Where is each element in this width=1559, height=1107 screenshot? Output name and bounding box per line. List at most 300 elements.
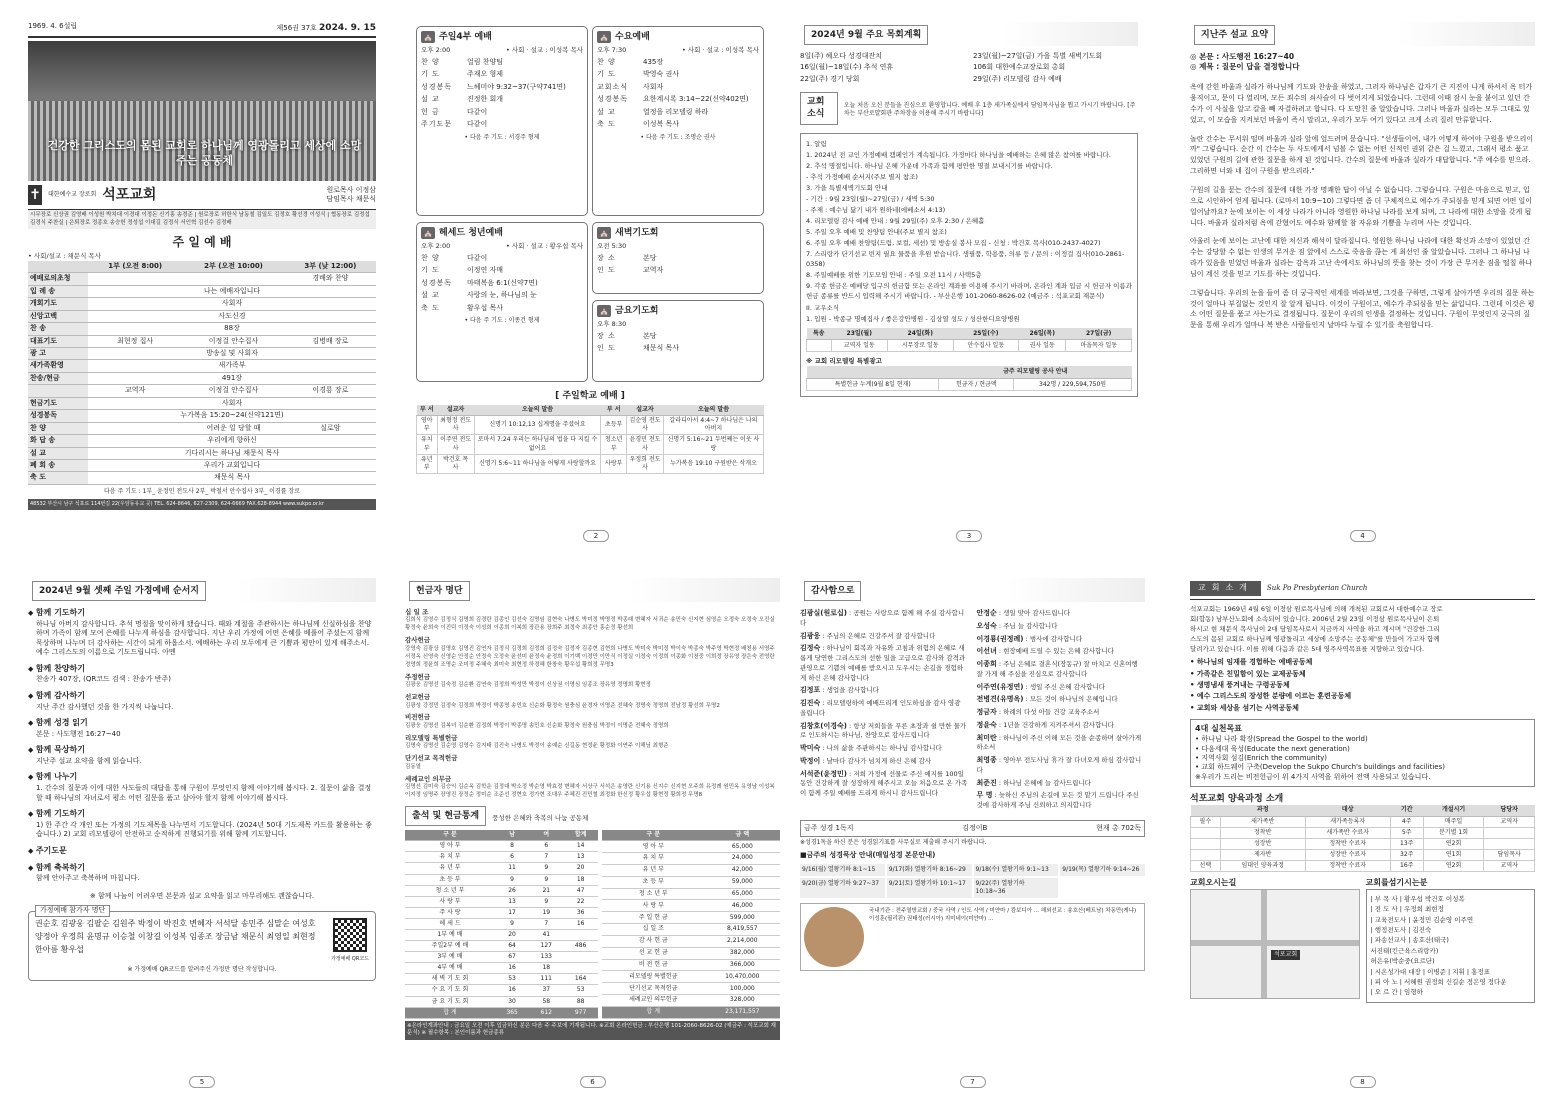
thanks-item: 무 명 : 늦하신 주님의 손길에 모든 것 맡기 드립니다 주신 것에 감사하게 주님 신뢰하고 의지합니다 xyxy=(976,791,1139,809)
attendance-header: 여 xyxy=(529,830,563,841)
thanks-item: 이경룡(권정례) : 범사에 감사합니다 xyxy=(976,634,1083,643)
news-item: 5. 주일 오후 예배 및 찬양팀 안내(주보 별지 참조) xyxy=(806,228,947,237)
service-item: 찬 송 xyxy=(28,323,88,335)
page-number: 5 xyxy=(189,1076,215,1088)
course-cell: 32주 xyxy=(1390,849,1423,860)
total-cell: 365 xyxy=(495,1007,529,1018)
service-row xyxy=(28,372,376,384)
service-value: 실로암 xyxy=(285,422,376,434)
attendance-cell: 유 치 부 xyxy=(405,852,495,863)
school-header: 오늘의 말씀 xyxy=(663,405,763,416)
thanks-text: 하나님이 주신 이해 모든 것을 순종하며 살아가게 하소서 xyxy=(976,733,1142,752)
attendance-cell: 6 xyxy=(495,852,529,863)
prayer-image xyxy=(804,907,864,967)
staff-item: | 부 목 사 | 황우섭 박건호 이성복 xyxy=(1370,894,1465,903)
attendance-row xyxy=(405,896,598,907)
order-label: 기 도 xyxy=(421,266,440,275)
service-row xyxy=(28,422,376,434)
donor-names: 김명숙 김명선 김순영 김영수 김지태 김진숙 나병도 박정이 송예순 신길동 현정윤 황정화 이연주 이해님 최형준 xyxy=(405,743,669,750)
order-row xyxy=(421,95,583,104)
stats-footnote: ※온라인계좌안내 : 금요일 오전 이후 입금하신 분은 다음 주 주보에 기재됩니다. ※교회 온라인헌금 : 부산은행 101-2060-8626-02 (예금주 : 석포교회 재문식) ※ 필수항목 : 본인이름과 헌금종류 xyxy=(405,1021,780,1040)
offering-row xyxy=(602,876,780,888)
attendance-cell: 13 xyxy=(563,852,598,863)
donor-group-title: 리모델링 특별헌금 xyxy=(405,733,458,742)
course-cell: 연2회 xyxy=(1423,860,1484,871)
stats-title: 출석 및 현금통계 xyxy=(405,806,486,826)
elders-list: 시무장로 신상권 김영배 이성원 박치대 이경대 이정돈 신기홍 송경준 | 원로장로 허한식 남동철 김일도 김정호 황선경 이성식 | 협동장로 김정섭 김경식 주찬실 | 은퇴장로 정종호 송승헌 정성섭 이대길 김정식 서인혁 김선수 김정배 xyxy=(28,210,376,229)
course-cell: 교역자 xyxy=(1484,860,1535,871)
news-item: 4. 리모델링 감사 예배 안내 : 9월 29일(주) 오후 2:30 / 은혜홀 xyxy=(806,217,985,226)
service-value: 김병배 장로 xyxy=(285,335,376,347)
service-time: 오후 8:30 xyxy=(597,320,627,329)
staff-title: 교회를섬기시는분 xyxy=(1365,877,1428,887)
school-table xyxy=(416,405,764,474)
service-value xyxy=(88,422,182,434)
attendance-row xyxy=(405,941,598,952)
news-item: 8. 주일예배를 위한 기도모임 안내 : 주일 오전 11시 / 사택5층 xyxy=(806,271,982,280)
sermon-paragraph: 놀란 간수는 무서워 떨며 바울과 실라 앞에 엎드려며 묻습니다. "선생들이여, 내가 어떻게 하여야 구원을 받으리이까" 그렇습니다. 순간 이 간수는 두 사도에게서 넘볼 수 없는 어떤 신적인 권위 같은 걸 느꼈고, 그래서 평소 품고 있었던 구원의 길에 관한 질문을 하게 된 것입니다. 간수의 질문에 바울과 실라가 대답합니다. "주 예수를 믿으라. 그리하면 너와 네 집이 구원을 받으리라." xyxy=(1190,134,1534,176)
attendance-row xyxy=(405,885,598,896)
vision-item: • 생명냄새 풍겨내는 구령공동체 xyxy=(1190,681,1535,690)
donor-names: 김광성 강정민 김정숙 김정희 박정이 박종명 송민호 신순화 황정숙 원충심 윤경자 이명준 전혜숙 정명숙 정명희 전남정 황선희 무명2 xyxy=(405,702,720,709)
course-cell: 5주 xyxy=(1390,827,1423,838)
course-cell: 정착반 수료자 xyxy=(1305,860,1390,871)
attendance-cell: 수 요 기 도 회 xyxy=(405,985,495,996)
order-label: 찬 양 xyxy=(597,57,616,66)
reading-name: 김정이B xyxy=(962,823,988,832)
attendance-cell: 37 xyxy=(529,985,563,996)
thanks-name: 김광실(원로십) xyxy=(800,609,847,617)
service-row xyxy=(28,335,376,347)
attendance-cell: 18 xyxy=(529,963,563,974)
offering-cell: 선 교 헌 금 xyxy=(602,947,705,959)
attendance-row xyxy=(405,852,598,863)
thanks-item: 김정포 : 생업을 감사합니다 xyxy=(800,686,879,695)
page-3 xyxy=(800,22,1138,542)
thanks-text: 현장예배 드릴 수 있는 은혜 감사합니다 xyxy=(1003,647,1114,656)
attendance-cell: 22 xyxy=(563,896,598,907)
donor-list xyxy=(405,608,780,800)
thanks-item: 최미란 : 하나님이 주신 이해 모든 것을 순종하며 살아가게 하소서 xyxy=(976,733,1142,752)
box-title: 금요기도회 xyxy=(615,306,659,316)
service-item: 신앙고백 xyxy=(28,310,88,322)
offering-cell: 리모델링 특별헌금 xyxy=(602,971,705,983)
meditation-title: ■금주의 성경묵상 안내(매일성경 본문안내) xyxy=(800,851,936,860)
attendance-cell: 7 xyxy=(529,918,563,929)
attendance-cell: 9 xyxy=(495,918,529,929)
order-value: 채문식 목사 xyxy=(643,344,680,353)
attendance-cell xyxy=(563,963,598,974)
page-6 xyxy=(405,578,780,1088)
schedule-item: 106회 대한예수교장로회 총회 xyxy=(973,63,1066,72)
thanks-item: 이선녀 : 현장예배 드릴 수 있는 은혜 감사합니다 xyxy=(976,647,1114,656)
music-day: 25일(수) xyxy=(953,328,1019,340)
service-item: 폐 회 송 xyxy=(28,459,88,471)
issue-number: 제56권 37호 xyxy=(276,24,317,32)
course-title: 석포교회 양육과정 소개 xyxy=(1190,794,1284,805)
attendance-row xyxy=(405,952,598,963)
attendance-row xyxy=(405,963,598,974)
order-value: 다같이 xyxy=(467,253,488,262)
news-item: - 주제 : 예수님 닮기 내가 원하네(에베소서 4:13) xyxy=(806,205,946,214)
total-cell: 612 xyxy=(529,1007,563,1018)
attendance-row xyxy=(405,918,598,929)
reading-day: 9/16(월) 열왕기하 8:1~15 xyxy=(800,864,885,876)
offering-cell: 감 사 헌 금 xyxy=(602,935,705,947)
thanks-text: 1년을 건강하게 지켜주셔서 감사합니다 xyxy=(1003,720,1114,729)
order-label: 성경봉독 xyxy=(597,95,629,104)
reading-day: 9/19(목) 열왕기하 9:14~26 xyxy=(1060,864,1145,876)
course-cell xyxy=(1484,838,1535,849)
attendance-cell: 20 xyxy=(563,863,598,874)
attendance-row xyxy=(405,874,598,885)
page-7 xyxy=(800,578,1145,1088)
course-header: 대상 xyxy=(1305,805,1390,816)
attendance-table xyxy=(405,830,598,1019)
attendance-row xyxy=(405,929,598,940)
remodel-cell: 342명 / 229,594,750원 xyxy=(1014,378,1132,390)
attendance-cell: 53 xyxy=(563,985,598,996)
thanks-text: 하례의 다섯 아들 건강 교육주소서 xyxy=(1003,708,1100,716)
service-item: 찬송/현금 xyxy=(28,372,88,384)
donor-names: 김광웅 김명선 김복녀 김순환 김정희 박정이 박종명 송민호 신순화 황정숙 원충심 박정이 이명준 전혜숙 정명희 xyxy=(405,722,669,729)
schedule-item: 16일(월)~18일(수) 추석 연휴 xyxy=(800,63,894,72)
course-cell: 새가족반 xyxy=(1220,816,1305,827)
order-row xyxy=(597,70,759,79)
order-value: 다같이 xyxy=(467,120,488,129)
schedule-item: 8일(주) 헤오다 성경대잔치 xyxy=(800,52,882,60)
offering-cell: 8,419,557 xyxy=(705,924,780,936)
music-day: 23일(월) xyxy=(831,328,887,340)
attendance-cell: 26 xyxy=(495,885,529,896)
offering-row xyxy=(602,947,780,959)
order-label: 설 교 xyxy=(597,107,616,116)
order-row xyxy=(597,83,759,92)
service-item xyxy=(28,385,88,397)
attendance-cell: 사 랑 부 xyxy=(405,896,495,907)
senior-pastor: 담임목사 채문식 xyxy=(326,195,376,204)
worship-step-text: 1. 간수의 질문과 이에 대한 사도들의 대답을 통해 구원이 무엇인지 함께 이야기해 봅시다. 2. 질문이 삶을 결정할 때 하나님의 자녀로서 평소 어떤 질문을 품고 살아야 할지 함께 이야기해 봅시다. xyxy=(36,784,372,802)
thanks-name: 이경룡(권정례) xyxy=(976,634,1024,643)
col-header: 1부 (오전 8:00) xyxy=(88,261,182,273)
qr-code-icon[interactable] xyxy=(333,918,367,952)
course-cell: 4주 xyxy=(1390,816,1423,827)
thanks-name: 무 명 xyxy=(976,791,993,800)
course-header xyxy=(1191,805,1221,816)
thanks-text: 생일 맞아 감사드립니다 xyxy=(1003,609,1071,617)
monthly-schedule xyxy=(800,52,1138,84)
school-cell: 신명기 5:6~11 하나님을 어떻게 사랑할까요 xyxy=(474,454,601,473)
remodel-header: 금주 리모델링 공사 안내 xyxy=(939,366,1132,378)
schedule-item: 22일(주) 경기 당회 xyxy=(800,74,860,83)
sunday-group-label: 주일 xyxy=(431,942,444,950)
service-value: 우리가 교회입니다 xyxy=(88,459,376,471)
offering-cell: 십 일 조 xyxy=(602,924,705,936)
page-number: 6 xyxy=(580,1076,606,1088)
school-cell: 신명기 5:16~21 두번째는 이웃 사랑 xyxy=(663,435,763,454)
attendance-cell: 초 등 부 xyxy=(405,874,495,885)
stats-subtitle: 풍성한 은혜와 축복의 나눔 공동체 xyxy=(492,813,589,822)
thanks-text: 주님 늘 감사합니다 xyxy=(1003,621,1058,630)
goal-item: • 지역사회 섬김(Enrich the community) xyxy=(1195,753,1327,762)
attendance-cell: 헤 세 드 xyxy=(405,918,495,929)
donor-group-title: 감사헌금 xyxy=(405,636,431,645)
news-item: 1. 입원 - 박종규 명예집사 / 좋은강안병원 - 김상열 성도 / 성산한디요양병원 xyxy=(806,314,1020,323)
worship-step: ◆ 함께 기도하기 xyxy=(28,809,376,820)
church-news xyxy=(800,133,1138,397)
worship-step-text: 1) 한 주간 각 개인 또는 가정의 기도제목을 나누면서 기도합니다. (2024년 50대 기도제목 카드를 활용하는 좋습니다.) 2) 교회 리모델링이 안전하고 순적하게 진행되기를 위해 함께 기도합니다. xyxy=(36,820,372,839)
box-title: 헤세드 청년예배 xyxy=(439,228,503,238)
church-intro: 석포교회는 1969년 4월 6일 이정삼 원로목사님에 의해 개척된 교회로서 대한예수교 장로회(합동) 남부산노회에 소속되어 있습니다. 2006년 2월 23일 이정삼 원로목사님이 은퇴하시고 현 채문식 목사님이 2대 담임목사로서 지금까지 사역을 하고 계시며 "건강한 그리스도의 몸된 교회로 하나님께 영광돌리고 세상에 소망주는 공동체"를 만들어 가고자 함께 달려가고 있습니다. 이를 위해 다음과 같은 5대 영주사역목표를 지향하고 있습니다. xyxy=(1190,604,1443,654)
section-title: 주 일 예 배 xyxy=(172,234,232,249)
course-header: 기간 xyxy=(1390,805,1423,816)
offering-header: 구 분 xyxy=(602,830,705,841)
service-time: 오후 2:00 xyxy=(421,46,451,55)
order-row xyxy=(421,58,583,67)
staff-item: | 시온성가대 대장 | 이병준 | 지휘 | 홍정표 xyxy=(1370,967,1490,976)
friday-prayer xyxy=(592,300,764,382)
reading-day: 9/17(화) 열왕기하 8:16~29 xyxy=(887,864,972,876)
order-value: 요한계시록 3:14~22(신약402면) xyxy=(643,95,749,104)
order-value: 황우섭 목사 xyxy=(467,303,504,312)
school-cell: 초등부 xyxy=(601,416,627,435)
offering-row xyxy=(602,888,780,900)
service-value: 방송실 및 사회자 xyxy=(88,348,376,360)
school-cell: 박건호 목 사 xyxy=(437,454,474,473)
order-label: 찬 양 xyxy=(421,57,440,66)
staff-list xyxy=(1366,889,1536,1003)
order-label: 찬 양 xyxy=(421,253,440,262)
participants-note: ※ 가정예배 QR코드를 알려주신 가정만 명단 작성합니다. xyxy=(127,965,277,973)
sermon-paragraph: 그렇습니다. 우리의 눈을 들어 좀 더 궁극적인 세계를 바라보면, 그것을 구하면, 그렇게 살아가면 우리의 질문 하는 것이 얼마나 부질없는 것인지 잘 알게 됩니다. 이것이 구원이고, 예수가 주되심을 믿는 삶입니다. 그런데 이것은 평소 어떤 질문을 품고 사는가로 결정됩니다. 질문이 우리의 인생을 결정하는 것입니다. 구원이 무엇인지 궁극의 질문을 통해 우리가 얼마나 복 받은 사람들인지 날마다 누릴 수 있기를 축원합니다. xyxy=(1190,288,1535,330)
offering-cell: 366,000 xyxy=(705,959,780,971)
vision-item: • 가족같은 친밀함이 있는 교제공동체 xyxy=(1190,670,1535,679)
service-value: 88장 xyxy=(88,323,376,335)
meditation-schedule xyxy=(800,864,1145,898)
news-item: 6. 주일 오후 예배 찬양팀(드럼, 보컬, 세션) 및 방송실 봉사 모집 - 신청 : 박건호 목사(010-2437-4027) xyxy=(806,239,1101,248)
worship-step-text: 하나님 아버지 감사합니다. 추석 명절을 맞이하게 됐습니다. 때와 계절을 주관하시는 하나님께 신실하심을 찬양하며 가족이 함께 모여 은혜를 나누게 하심을 감사합니다. 지난 우리 가정에 어떤 은혜를 베풀어 주셨는지 함께 묵상하며 나누며 더 감사하는 시간이 되게 하옵소서. 예배하는 우리 모두에게 큰 기쁨과 평안이 있게 해주소서. 예수 그리스도의 이름으로 기도드립니다. 아멘 xyxy=(36,619,372,657)
church-address: 48532 부산시 남구 석포로 114번길 22(우암동유교 곳) TEL. 624-8646, 627-2309, 624-6669 FAX.628-8944 www.sukpo.or.kr xyxy=(28,499,376,510)
thanks-name: 이주연(유정연) xyxy=(976,682,1024,691)
service-leader: • 사회 · 설교 : 이성복 목사 xyxy=(506,46,583,55)
offering-row xyxy=(602,841,780,853)
course-cell: 13주 xyxy=(1390,838,1423,849)
music-group: 교역자 일동 xyxy=(831,339,887,351)
news-item: 1. 알림 xyxy=(806,139,827,148)
offering-cell: 42,000 xyxy=(705,864,780,876)
news-item: 7. 스리랑카 단기선교 빈지 필요 물품을 후원 받습니다. 생필품, 학용품, 의류 등 / 문의 : 이정걸 집사(010-2861-0358) xyxy=(806,250,1125,269)
service-item: 축 도 xyxy=(28,472,88,484)
order-value: 진정한 회개 xyxy=(467,95,504,104)
thanks-text: 주님 은혜로 결혼식(장동규) 잘 마치고 신혼여행 잘 가게 해 주심을 진심으로 감사합니다 xyxy=(976,660,1138,678)
news-item: 1. 2024년 전 교인 가정예배 캠페인가 계속됩니다. 가정마다 하나님을 예배하는 은혜 많은 참여를 바랍니다. xyxy=(806,150,1111,159)
thanks-list xyxy=(800,608,1145,815)
thanks-name: 최준진 xyxy=(976,778,997,787)
reading-note: ※성경1독을 하신 분은 성경읽기표를 사무실로 제출해 주시기 바랍니다. xyxy=(800,839,987,847)
goals-title: 4대 실천목표 xyxy=(1195,724,1242,734)
offering-row xyxy=(602,959,780,971)
attendance-cell: 4부 예 배 xyxy=(405,963,495,974)
order-label: 설 교 xyxy=(421,95,440,104)
offering-row xyxy=(602,983,780,995)
church-slogan: 건강한 그리스도의 몸된 교회로 하나님께 영광돌리고 세상에 소망주는 공동체 xyxy=(47,139,362,167)
thanks-item: 전병견(유명옥) : 모든 것이 하나님의 은혜입니다 xyxy=(976,695,1118,704)
staff-item: | 피 아 노 | 서혜원 권정희 신길순 정은영 정다운 xyxy=(1370,977,1507,986)
order-value: 본당 xyxy=(643,331,657,340)
attendance-cell: 13 xyxy=(495,896,529,907)
qr-label: 가정예배 QR코드 xyxy=(331,956,369,963)
thanks-name: 정윤숙 xyxy=(976,720,997,729)
order-value: 435장 xyxy=(643,57,664,66)
page-number: 8 xyxy=(1350,1076,1376,1088)
emeritus-pastor: 원로목사 이정삼 xyxy=(326,185,376,194)
congregation-photo xyxy=(28,41,376,181)
attendance-cell: 18 xyxy=(563,874,598,885)
service-row xyxy=(28,298,376,310)
donor-names: 김동열 xyxy=(405,763,421,770)
worship-step-text: 지난주 설교 요약을 함께 읽습니다. xyxy=(36,757,142,766)
attendance-cell: 14 xyxy=(563,841,598,852)
course-cell: 정착반 xyxy=(1220,827,1305,838)
attendance-cell: 유 년 부 xyxy=(405,863,495,874)
order-row xyxy=(421,70,583,79)
order-row xyxy=(597,95,759,104)
attendance-total xyxy=(405,1007,598,1018)
sermon-body xyxy=(1190,82,1535,331)
offering-total xyxy=(602,1006,780,1018)
sunday-4th-service xyxy=(416,26,588,216)
page-number: 2 xyxy=(583,530,609,542)
service-leader: • 사회 · 설교 : 이성복 목사 xyxy=(682,46,759,55)
worship-step: ◆ 함께 축복하기 xyxy=(28,863,376,874)
attendance-row xyxy=(405,907,598,918)
course-row xyxy=(1191,816,1535,827)
thanks-item: 박정이 : 날마다 감사가 넘치게 하신 은혜 감사 xyxy=(800,756,932,765)
staff-item: | 교육전도사 | 윤정민 김순영 이주연 xyxy=(1370,915,1474,924)
order-value: 박영숙 권사 xyxy=(643,70,680,79)
order-row xyxy=(597,254,759,263)
worship-step: ◆ 주기도문 xyxy=(28,846,376,857)
wednesday-service xyxy=(592,26,764,216)
worship-step-text: 찬송가 407장, (QR코드 검색 : 찬송가 반주) xyxy=(36,675,172,684)
service-time: 오전 5:30 xyxy=(597,242,627,251)
attendance-cell: 9 xyxy=(529,874,563,885)
staff-item: 서진태(킨근육스리랑카) xyxy=(1370,946,1439,955)
attendance-header: 합계 xyxy=(563,830,598,841)
school-cell: 윤경민 전도사 xyxy=(627,435,664,454)
donor-group-title: 세례교인 의무금 xyxy=(405,774,452,783)
music-group: 시무장로 일동 xyxy=(887,339,953,351)
attendance-cell: 8 xyxy=(495,841,529,852)
service-value: 우리에게 향하신 xyxy=(88,435,376,447)
order-value: 얼림 찬양팀 xyxy=(467,57,504,66)
next-week-prayer: 다음 주 기도 : 1부_ 윤정민 전도사 2부_ 박철서 안수집사 3부_ 이경률 장로 xyxy=(103,487,301,495)
news-item: II. 교우소식 xyxy=(806,303,840,312)
goal-item: ※우리가 드리는 비전헌금이 위 4가지 사역을 위하여 전액 사용되고 있습니다. xyxy=(1195,772,1431,781)
school-row xyxy=(417,454,764,473)
attendance-cell: 127 xyxy=(529,941,563,952)
worship-step-text: 본문 : 사도행전 16:27~40 xyxy=(36,729,121,738)
donor-group-title: 십 일 조 xyxy=(405,608,429,616)
offering-cell: 주 일 헌 금 xyxy=(602,912,705,924)
offering-cell: 10,470,000 xyxy=(705,971,780,983)
remodel-table xyxy=(806,366,1132,391)
offering-row xyxy=(602,924,780,936)
page-number: 7 xyxy=(960,1076,986,1088)
music-day: 27일(금) xyxy=(1066,328,1132,340)
thanks-name: 오성숙 xyxy=(976,621,997,630)
thanks-item: 김정숙 : 하나님이 회복과 자유와 고침과 위험의 은혜로 새롭게 당연한 그리스도의 선한 일을 고급으로 감사와 감격과 관영으로 기쁨의 예배를 받으시고 도우시는 손길을 경험하게 하신 은혜 감사합니다 xyxy=(800,644,966,682)
order-label: 장 소 xyxy=(597,253,616,262)
offering-row xyxy=(602,864,780,876)
course-cell: 임대인 양육과정 xyxy=(1220,860,1305,871)
attendance-cell: 19 xyxy=(529,907,563,918)
school-header: 부 서 xyxy=(601,405,627,416)
reading-total: 현재 총 702독 xyxy=(1096,823,1141,832)
goal-item: • 교회 하드웨어 구축(Develop the Sukpo Church's buildings and facilities) xyxy=(1195,763,1445,772)
course-cell: 연1회 xyxy=(1423,849,1484,860)
order-row xyxy=(421,108,583,117)
course-cell xyxy=(1191,838,1221,849)
welcome-note: 오늘 처음 오신 분들을 진심으로 환영합니다. 예배 후 1층 새가족실에서 담임목사님을 뵙고 가시기 바랍니다. [주차는 부산로얄회관 주차장을 이용해 주시기 바랍니다] xyxy=(843,102,1136,118)
worship-step: ◆ 함께 묵상하기 xyxy=(28,745,376,756)
thanks-text: 범사에 감사합니다 xyxy=(1029,634,1083,643)
thanks-name: 박미숙 xyxy=(800,744,821,752)
order-value: 이성복 목사 xyxy=(643,120,680,129)
service-value: 491장 xyxy=(88,372,376,384)
school-header: 설교자 xyxy=(437,405,474,416)
course-cell: 16주 xyxy=(1390,860,1423,871)
service-item: 현금기도 xyxy=(28,397,88,409)
worship-step-text: 함께 안아주고 축복하며 마칩니다. xyxy=(36,874,140,883)
total-cell: 977 xyxy=(563,1007,598,1018)
attendance-cell: 164 xyxy=(563,974,598,985)
thanks-text: 항상 저희들을 푸른 초장과 쉴 만한 물가로 인도하시는 하나님, 찬양으로 감사드립니다 xyxy=(800,721,967,740)
donors-title: 헌금자 명단 xyxy=(409,581,470,601)
order-label: 헌 금 xyxy=(421,107,440,116)
service-item: 광 고 xyxy=(28,348,88,360)
next-prayer: • 다음 주 기도 : 서경주 형제 xyxy=(464,133,540,141)
offering-cell: 사 랑 부 xyxy=(602,900,705,912)
course-cell: 성장반 수료자 xyxy=(1305,849,1390,860)
service-row xyxy=(28,385,376,397)
thanks-name: 김광웅 xyxy=(800,631,821,640)
music-day: 24일(화) xyxy=(887,328,953,340)
directions-map[interactable] xyxy=(1190,889,1360,999)
order-row xyxy=(597,266,759,275)
goal-item: • 다음세대 육성(Educate the next generation) xyxy=(1195,744,1350,753)
service-value: 누가복음 15:20~24(신약121면) xyxy=(88,410,376,422)
order-label: 인 도 xyxy=(597,344,616,353)
attendance-row xyxy=(405,841,598,852)
reading-day: 9/20(금) 열왕기하 9:27~37 xyxy=(800,878,885,898)
service-value xyxy=(88,273,182,285)
order-row xyxy=(597,332,759,341)
course-header: 과정 xyxy=(1220,805,1305,816)
thanks-item: 박미숙 : 나의 삶을 주관하시는 하나님 감사합니다 xyxy=(800,744,942,752)
thanks-item: 이주연(유정연) : 생일 주신 은혜 감사합니다 xyxy=(976,682,1106,691)
dawn-prayer xyxy=(592,222,764,294)
attendance-cell: 21 xyxy=(529,885,563,896)
offering-cell: 영 아 부 xyxy=(602,841,705,853)
page-number: 4 xyxy=(1350,530,1376,542)
worship-step: ◆ 함께 성경 읽기 xyxy=(28,718,376,729)
reading-day: 9/22(주) 열왕기하 10:18~36 xyxy=(974,878,1059,898)
offering-row xyxy=(602,935,780,947)
school-title: [ 주일학교 예배 ] xyxy=(555,391,625,401)
attendance-cell xyxy=(563,929,598,940)
attendance-cell: 486 xyxy=(563,941,598,952)
